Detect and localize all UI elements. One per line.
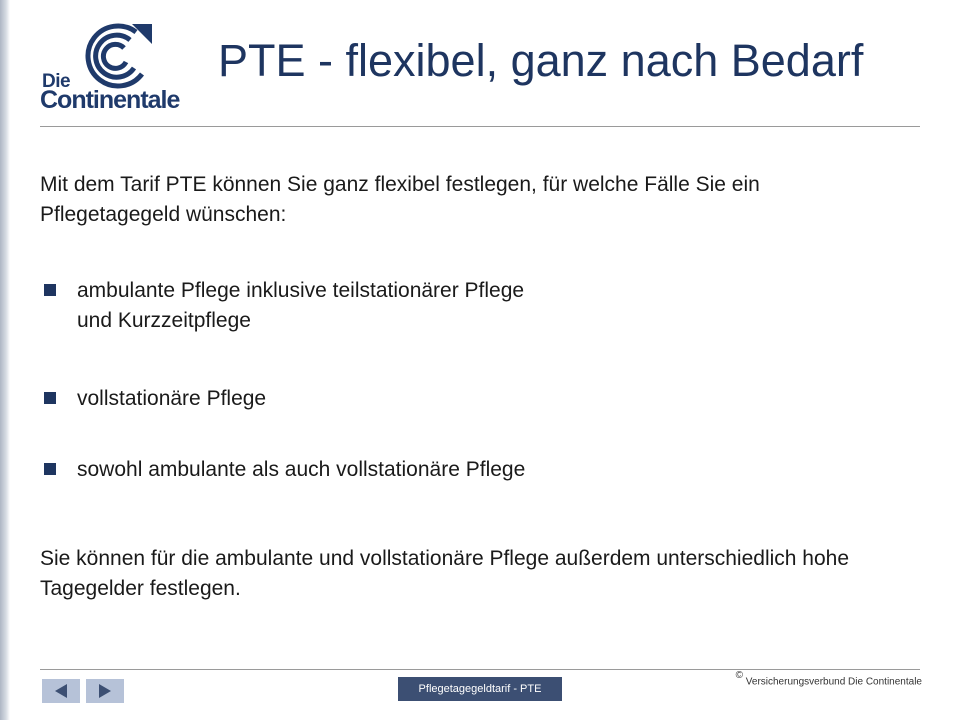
bullet-text: sowohl ambulante als auch vollstationäre Pflege — [77, 458, 526, 481]
intro-paragraph: Mit dem Tarif PTE können Sie ganz flexibel festlegen, für welche Fälle Sie ein Pflegetagegeld wünschen: — [40, 173, 760, 226]
title-divider — [40, 126, 920, 127]
footer-section-label: Pflegetagegeldtarif - PTE — [398, 677, 562, 701]
next-slide-button[interactable] — [86, 679, 124, 703]
bullet-item — [40, 384, 840, 414]
footer-divider — [40, 669, 920, 670]
previous-slide-button[interactable] — [42, 679, 80, 703]
bullet-line: und Kurzzeitpflege — [77, 309, 251, 332]
bullet-line: ambulante Pflege inklusive teilstationärer Pflege — [77, 279, 525, 302]
bullet-text — [77, 276, 837, 336]
triangle-left-icon — [42, 679, 80, 703]
company-logo — [40, 22, 190, 114]
continentale-c-logo-icon — [82, 22, 154, 90]
slide-title: PTE - flexibel, ganz nach Bedarf — [218, 35, 864, 86]
left-edge-stripe — [0, 0, 10, 720]
triangle-right-icon — [86, 679, 124, 703]
square-bullet-icon — [44, 392, 56, 404]
bullet-item — [40, 276, 840, 336]
square-bullet-icon — [44, 463, 56, 475]
logo-text-die: Die — [42, 71, 71, 92]
logo-text-continentale: Continentale — [40, 86, 180, 114]
bullet-item — [40, 455, 840, 485]
copyright-symbol: © — [735, 670, 743, 681]
square-bullet-icon — [44, 284, 56, 296]
copyright-text: Versicherungsverbund Die Continentale — [745, 676, 922, 688]
copyright-notice — [712, 672, 922, 687]
outro-paragraph: Sie können für die ambulante und vollstationäre Pflege außerdem unterschiedlich hohe Tagegelder festlegen. — [40, 547, 850, 600]
bullet-text: vollstationäre Pflege — [77, 387, 267, 410]
